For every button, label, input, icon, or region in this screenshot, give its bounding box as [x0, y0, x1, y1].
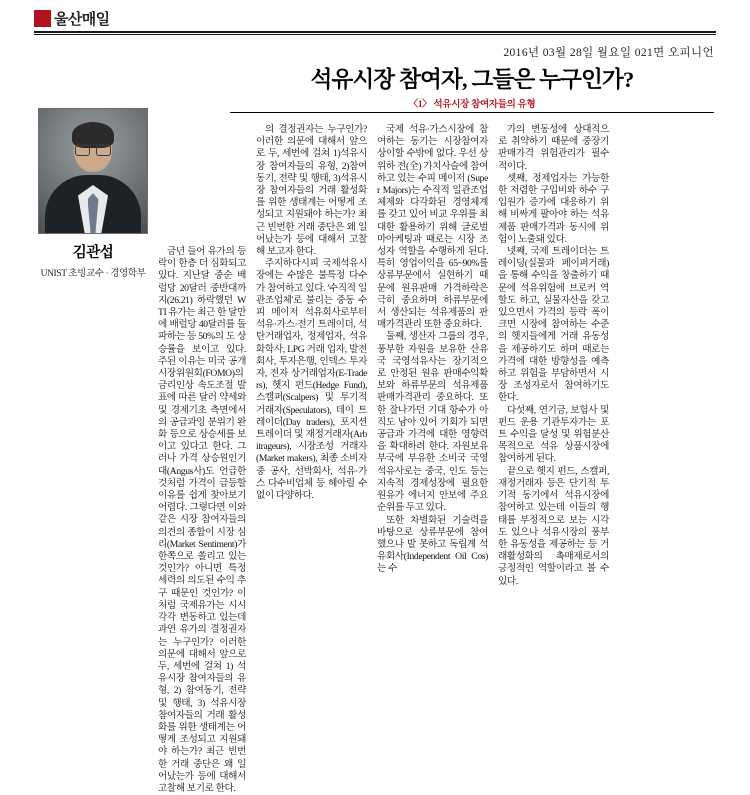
- paragraph: 셋째, 정제업자는 가능한 한 저렴한 구입비와 하수 구입원가 증가에 대응하기 위해 비싸게 팔아야 하는 석유제품 판매가격과 동시에 위험이 노출돼 있다.: [498, 172, 609, 245]
- masthead-title: 울산매일: [54, 11, 110, 28]
- article-column-1: [158, 246, 246, 794]
- article-column-3: [377, 124, 488, 575]
- masthead: [34, 8, 110, 28]
- author-title: UNIST 초빙교수 · 경영학부: [40, 269, 146, 279]
- article-column-4: [498, 124, 609, 587]
- logo-mark-icon: [34, 10, 51, 27]
- headline-divider: [230, 112, 714, 113]
- author-name: 김관섭: [72, 245, 114, 261]
- paragraph: 국제 석유·가스시장에 참여하는 동기는 시장참여자 상이할 수밖에 없다. 우선 상위하 전(全) 가치사슬에 참여하고 있는 수피 메이저 (Super Majors)는 수직적 일관조업체제와 다각화된 경영체계를 갖고 있어 비교 우위를 최대한 활용하기 위해 글로벌 마아케팅과 때로는 시장 조성자 역할을 수행하게 된다. 특히 영업이익을 65~90%를 상류부문에서 실현하기 때문에 원유판매 가격하락은 극히 중요하며 하류부문에서 생산되는 석유제품의 판매가격관리 또한 중요하다.: [377, 124, 488, 331]
- paragraph: 가의 변동성에 상대적으로 취약하기 때문에 중장기 판매가격 위험관리가 필수적이다.: [498, 124, 609, 172]
- paragraph: 의 결정권자는 누구인가? 이러한 의문에 대해서 앞으로 두, 세번에 걸쳐 1)석유시장 참여자들의 유형, 2)참여동기, 전략 및 행태, 3)석유시장 참여자들의 거래 활성화를 위한 생태계는 어떻게 조성되고 지원돼야 하는가? 최근 빈번한 거래 중단은 왜 일어났는가 등에 대해서 고찰해 보고자 한다.: [256, 124, 367, 258]
- paragraph: 넷째, 국제 트레이더는 트레이딩(실물과 페이퍼거래)을 통해 수익을 창출하기 때문에 석유위험에 브로커 역할도 하고, 실물자산을 갖고 있으면서 가격의 등락 폭이 크면 시장에 참여하는 수준의 헷지들에게 거래 유동성을 제공하기도 하며 때로는 가격에 대한 방향성을 예측하고 위험을 부담하면서 시장 조성자로서 참여하기도 한다.: [498, 246, 609, 404]
- dateline: 2016년 03월 28일 월요일 021면 오피니언: [503, 47, 714, 59]
- masthead-divider-thin: [34, 34, 716, 35]
- paragraph: 주지하다시피 국제석유시장에는 수많은 불특정 다수가 참여하고 있다. '수직적 일관조업체'로 불리는 중동 수피 메이저 석유회사로부터 석유·가스·전기 트레이더, 석탄거래업자, 정제업자, 석유화학사, LPG 거래 업자, 발전회사, 투자은행, 인덱스 투자자, 전자 상거래업자(E-Traders), 헷지 펀드(Hedge Fund), 스캘퍼(Scalpers) 및 투기적 거래자(Speculators), 데이 트레이더(Day traders), 포지션 트레이더 및 재정거래자(Arbitrageurs), 시장조성 거래자(Market makers), 최종 소비자 중 공사, 선박회사, 석유·가스 다수비업체 등 헤아릴 수 없이 다양하다.: [256, 258, 367, 502]
- paragraph: 다섯째, 연기금, 보험사 및 펀드 운용 기관투자가는 포트 수익을 달성 및 위험분산 목적으로 석유 상품시장에 참여하게 된다.: [498, 404, 609, 465]
- paragraph: 또한 차별화된 기술력을 바탕으로 상류부문에 참여했으나 발 못하고 독립계 석유회사(Independent Oil Cos)는 수: [377, 514, 488, 575]
- article-column-2: [256, 124, 367, 502]
- page-title: 석유시장 참여자, 그들은 누구인가?: [310, 67, 634, 92]
- paragraph: 금년 들어 유가의 등락이 한층 더 심화되고 있다. 지난달 중순 배럴당 20달러 중반대까지(26.21) 하락했던 WTI 유가는 최근 한 달만에 배럴당 40달러를 돌파하는 등 50%의 도 상승률을 보이고 있다. 주된 이유는 미국 공개시장위원회(FOMO)의 금리인상 속도조절 발표에 따른 달러 약세와 및 경제기초 측면에서의 공급과잉 분위기 완화 등으로 상승세를 보이고 있다고 한다. 그러나 가격 상승원인기대(Angus사)도 언급한 것처럼 가격이 급등할 이유를 쉽게 찾아보기 어렵다. 그렇다면 이와 같은 시장 참여자들의 의견의 종합이 시장 심리(Market Sentiment)가 한쪽으로 쏠리고 있는 것인가? 아니면 특정 세력의 의도된 수익 추구 때문인 것인가? 이처럼 국제유가는 시시각각 변동하고 있는데 과연 유가의 결정권자는 누구인가? 이러한 의문에 대해서 앞으로 두, 세번에 걸쳐 1) 석유시장 참여자들의 유형, 2) 참여동기, 전략 및 행태, 3) 석유시장 참여자들의 거래 활성화를 위한 생태계는 어떻게 조성되고 지원돼야 하는가? 최근 빈번한 거래 중단은 왜 일어났는가 등에 대해서 고찰해 보기로 한다.: [158, 246, 246, 794]
- article-body: [34, 124, 716, 794]
- paragraph: 끝으로 헷지 펀드, 스캘퍼, 재정거래자 등은 단기적 투기적 동기에서 석유시장에 참여하고 있는데 이들의 행태를 부정적으로 보는 시각도 있으나 석유시장의 풍부한 유동성을 제공하는 등 거래활성화의 촉매제로서의 긍정적인 역할이라고 볼 수 있다.: [498, 465, 609, 587]
- paragraph: 둘째, 생산자 그룹의 경우, 풍부한 자원을 보유한 산유국 국영석유사는 장기적으로 안정된 원유 판매수익확보와 하류부문의 석유제품 판매가격관리 중요하다. 또한 잘나가던 기대 항수가 아직도 남아 있어 기회가 되면 공급과 가격에 대한 영향력을 확대하려 한다. 자원보유 부국에 부유한 소비국 국영석유사로는 중국, 인도 등는 지속적 경제성장에 필요한 원유가 에너지 안보에 주요 순위를 두고 있다.: [377, 331, 488, 514]
- masthead-divider: [34, 31, 716, 33]
- series-subtitle: 〈1〉 석유시장 참여자들의 유형: [408, 100, 536, 110]
